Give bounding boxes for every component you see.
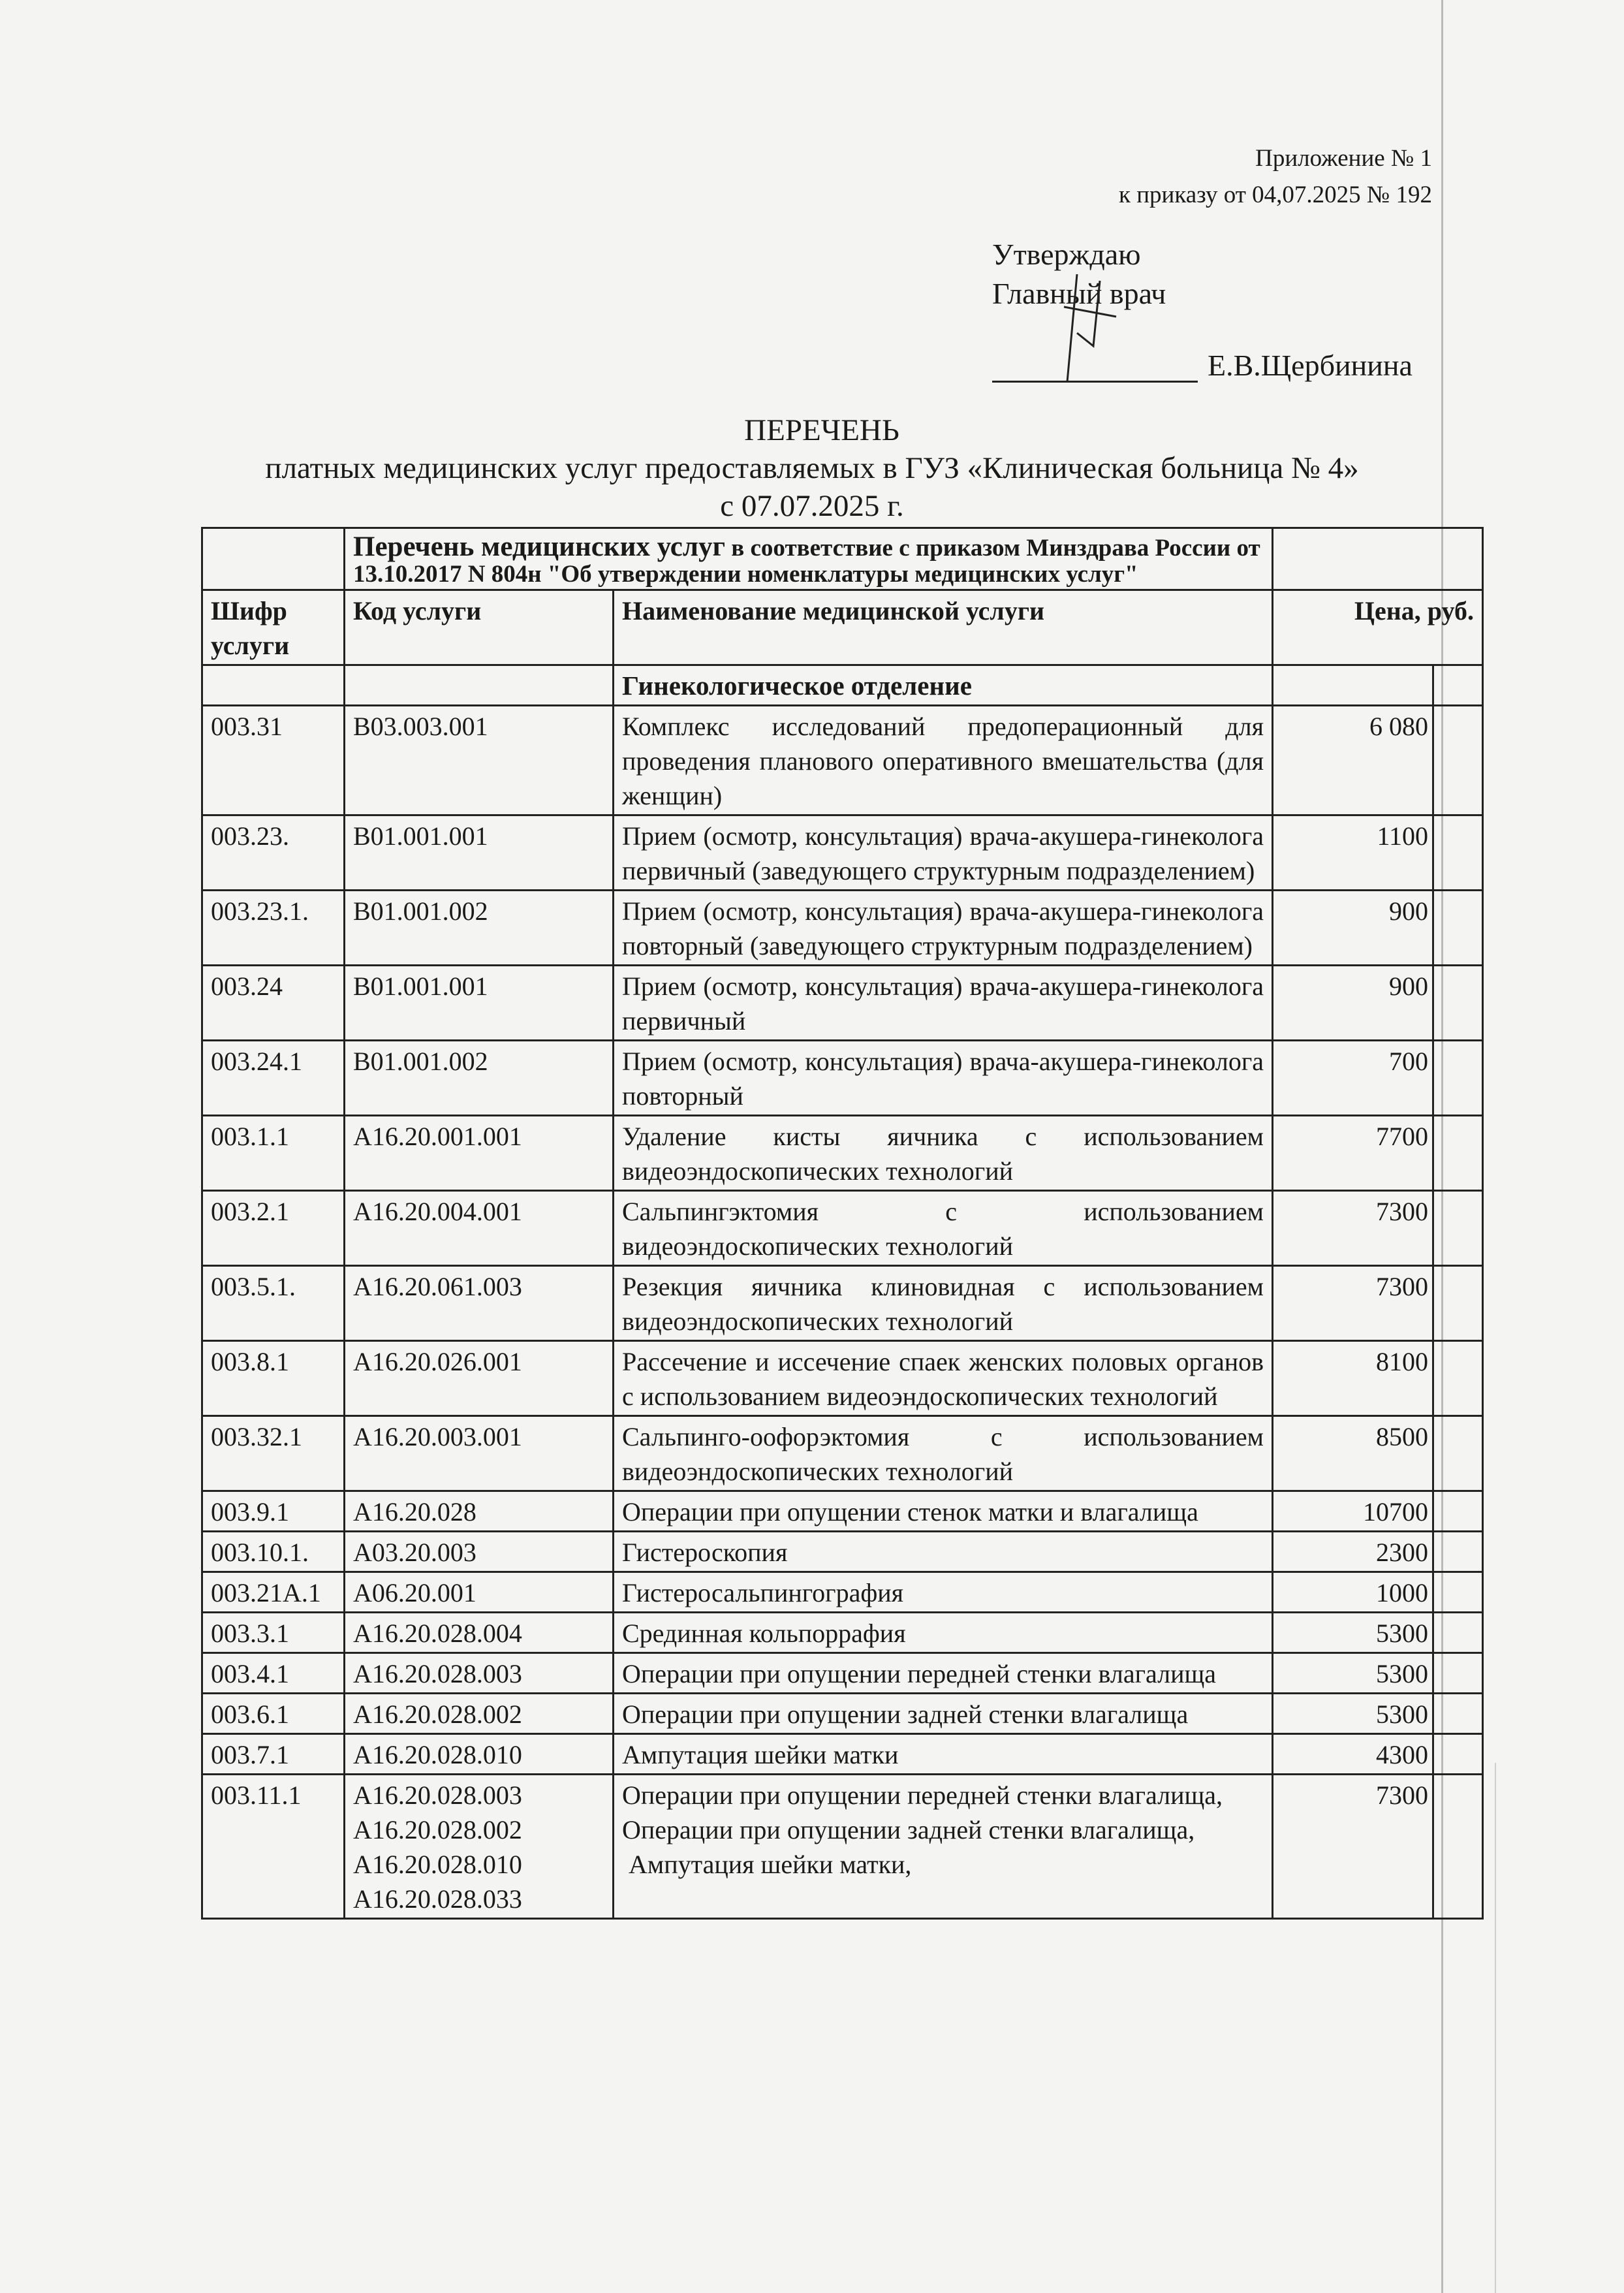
cell-code: В01.001.001 — [345, 815, 614, 891]
cell-code: А06.20.001 — [345, 1572, 614, 1613]
table-row — [202, 1491, 1483, 1532]
cell-price: 8100 — [1273, 1341, 1433, 1416]
cell-code: А16.20.028.004 — [345, 1613, 614, 1653]
name-line: Операции при опущении передней стенки влагалища, — [622, 1780, 1223, 1810]
table-row — [202, 1613, 1483, 1653]
code-line: А16.20.028.002 — [353, 1815, 522, 1844]
cell-name: Комплекс исследований предоперационный для проведения планового оперативного вмешательства (для женщин) — [614, 706, 1273, 815]
cell-cipher: 003.24.1 — [202, 1041, 345, 1116]
cell-price: 700 — [1273, 1041, 1433, 1116]
cell-name: Прием (осмотр, консультация) врача-акушера-гинеколога повторный (заведующего структурным подразделением) — [614, 891, 1273, 966]
cell-price: 2300 — [1273, 1532, 1433, 1572]
header-price: Цена, руб. — [1273, 590, 1483, 665]
table-row — [202, 706, 1483, 815]
cell-cipher: 003.6.1 — [202, 1694, 345, 1734]
table-row — [202, 1572, 1483, 1613]
department-label: Гинекологическое отделение — [614, 665, 1273, 706]
cell-code: А16.20.028 — [345, 1491, 614, 1532]
cell-name: Рассечение и иссечение спаек женских половых органов с использованием видеоэндоскопических технологий — [614, 1341, 1273, 1416]
cell-cipher: 003.3.1 — [202, 1613, 345, 1653]
cell-price: 5300 — [1273, 1694, 1433, 1734]
approval-line-1: Утверждаю — [992, 238, 1141, 271]
table-row — [202, 815, 1483, 891]
appendix-line-2: к приказу от 04,07.2025 № 192 — [1119, 182, 1432, 208]
services-table — [201, 527, 1484, 1920]
name-line: Ампутация шейки матки, — [622, 1850, 912, 1879]
cell-name: Сальпингэктомия с использованием видеоэндоскопических технологий — [614, 1191, 1273, 1266]
scan-edge-secondary — [1495, 1763, 1496, 2293]
cell-name: Срединная кольпоррафия — [614, 1613, 1273, 1653]
cell-price: 8500 — [1273, 1416, 1433, 1491]
cell-code: В01.001.001 — [345, 966, 614, 1041]
cell-code: В03.003.001 — [345, 706, 614, 815]
name-line: Операции при опущении задней стенки влагалища, — [622, 1815, 1195, 1844]
table-row — [202, 1116, 1483, 1191]
nomenclature-header — [345, 528, 1273, 590]
cell-code: А03.20.003 — [345, 1532, 614, 1572]
cell-code: А16.20.003.001 — [345, 1416, 614, 1491]
document-title — [0, 411, 1624, 525]
header-cipher: Шифр услуги — [202, 590, 345, 665]
cell-cipher: 003.21А.1 — [202, 1572, 345, 1613]
cell-code: А16.20.001.001 — [345, 1116, 614, 1191]
table-row — [202, 1653, 1483, 1694]
signer-name: Е.В.Щербинина — [1208, 349, 1413, 382]
approval-line-2: Главный врач — [992, 277, 1166, 310]
cell-price: 7300 — [1273, 1775, 1433, 1919]
cell-name: Резекция яичника клиновидная с использованием видеоэндоскопических технологий — [614, 1266, 1273, 1341]
cell-cipher: 003.24 — [202, 966, 345, 1041]
table-row — [202, 1532, 1483, 1572]
cell-name: Сальпинго-оофорэктомия с использованием видеоэндоскопических технологий — [614, 1416, 1273, 1491]
cell-cipher: 003.7.1 — [202, 1734, 345, 1775]
cell-cipher: 003.23. — [202, 815, 345, 891]
title-date: с 07.07.2025 г. — [720, 489, 904, 523]
cell-cipher: 003.10.1. — [202, 1532, 345, 1572]
department-row — [202, 665, 1483, 706]
table-row — [202, 1416, 1483, 1491]
cell-code: А16.20.028.002 — [345, 1694, 614, 1734]
header-name: Наименование медицинской услуги — [614, 590, 1273, 665]
cell-name: Гистеросальпингография — [614, 1572, 1273, 1613]
cell-price: 6 080 — [1273, 706, 1433, 815]
cell-cipher: 003.1.1 — [202, 1116, 345, 1191]
appendix-line-1: Приложение № 1 — [1255, 145, 1432, 172]
table-row — [202, 966, 1483, 1041]
cell-price: 900 — [1273, 966, 1433, 1041]
table-row — [202, 1041, 1483, 1116]
cell-price: 4300 — [1273, 1734, 1433, 1775]
table-row — [202, 1734, 1483, 1775]
table-header — [202, 590, 1483, 665]
cell-code: А16.20.028.003 — [345, 1653, 614, 1694]
cell-name: Ампутация шейки матки — [614, 1734, 1273, 1775]
cell-name: Прием (осмотр, консультация) врача-акушера-гинеколога первичный (заведующего структурным подразделением) — [614, 815, 1273, 891]
cell-price: 5300 — [1273, 1653, 1433, 1694]
table-row — [202, 891, 1483, 966]
table-row — [202, 1191, 1483, 1266]
cell-cipher: 003.31 — [202, 706, 345, 815]
handwritten-signature — [1038, 268, 1136, 385]
cell-code: В01.001.002 — [345, 1041, 614, 1116]
cell-cipher: 003.4.1 — [202, 1653, 345, 1694]
table-row — [202, 1775, 1483, 1919]
cell-cipher: 003.9.1 — [202, 1491, 345, 1532]
cell-price: 900 — [1273, 891, 1433, 966]
cell-code: А16.20.026.001 — [345, 1341, 614, 1416]
table-header-top — [202, 528, 1483, 590]
cell-code: А16.20.028.010 — [345, 1734, 614, 1775]
signature-line — [992, 381, 1198, 383]
cell-price: 1000 — [1273, 1572, 1433, 1613]
code-line: А16.20.028.003 — [353, 1780, 522, 1810]
cell-code — [345, 1775, 614, 1919]
table-row — [202, 1341, 1483, 1416]
cell-cipher: 003.23.1. — [202, 891, 345, 966]
cell-cipher: 003.2.1 — [202, 1191, 345, 1266]
cell-price: 5300 — [1273, 1613, 1433, 1653]
cell-cipher: 003.8.1 — [202, 1341, 345, 1416]
cell-code: А16.20.004.001 — [345, 1191, 614, 1266]
table-row — [202, 1266, 1483, 1341]
cell-name: Операции при опущении стенок матки и влагалища — [614, 1491, 1273, 1532]
cell-price: 1100 — [1273, 815, 1433, 891]
cell-name — [614, 1775, 1273, 1919]
cell-price: 7700 — [1273, 1116, 1433, 1191]
title-subtitle: платных медицинских услуг предоставляемых в ГУЗ «Клиническая больница № 4» — [265, 451, 1359, 485]
code-line: А16.20.028.033 — [353, 1884, 522, 1914]
title-heading: ПЕРЕЧЕНЬ — [744, 413, 899, 447]
cell-cipher: 003.5.1. — [202, 1266, 345, 1341]
code-line: А16.20.028.010 — [353, 1850, 522, 1879]
cell-name: Операции при опущении передней стенки влагалища — [614, 1653, 1273, 1694]
table-row — [202, 1694, 1483, 1734]
cell-cipher: 003.32.1 — [202, 1416, 345, 1491]
cell-price: 7300 — [1273, 1266, 1433, 1341]
cell-name: Операции при опущении задней стенки влагалища — [614, 1694, 1273, 1734]
nomenclature-header-rest: в соответствие с приказом Минздрава России от 13.10.2017 N 804н "Об утверждении номенклатуры медицинских услуг" — [353, 535, 1260, 588]
nomenclature-header-bold: Перечень медицинских услуг — [353, 531, 726, 562]
cell-price: 7300 — [1273, 1191, 1433, 1266]
cell-price: 10700 — [1273, 1491, 1433, 1532]
cell-name: Прием (осмотр, консультация) врача-акушера-гинеколога повторный — [614, 1041, 1273, 1116]
cell-code: А16.20.061.003 — [345, 1266, 614, 1341]
cell-name: Прием (осмотр, консультация) врача-акушера-гинеколога первичный — [614, 966, 1273, 1041]
cell-code: В01.001.002 — [345, 891, 614, 966]
cell-cipher: 003.11.1 — [202, 1775, 345, 1919]
cell-name: Удаление кисты яичника с использованием видеоэндоскопических технологий — [614, 1116, 1273, 1191]
appendix-note — [1119, 140, 1432, 213]
header-code: Код услуги — [345, 590, 614, 665]
cell-name: Гистероскопия — [614, 1532, 1273, 1572]
